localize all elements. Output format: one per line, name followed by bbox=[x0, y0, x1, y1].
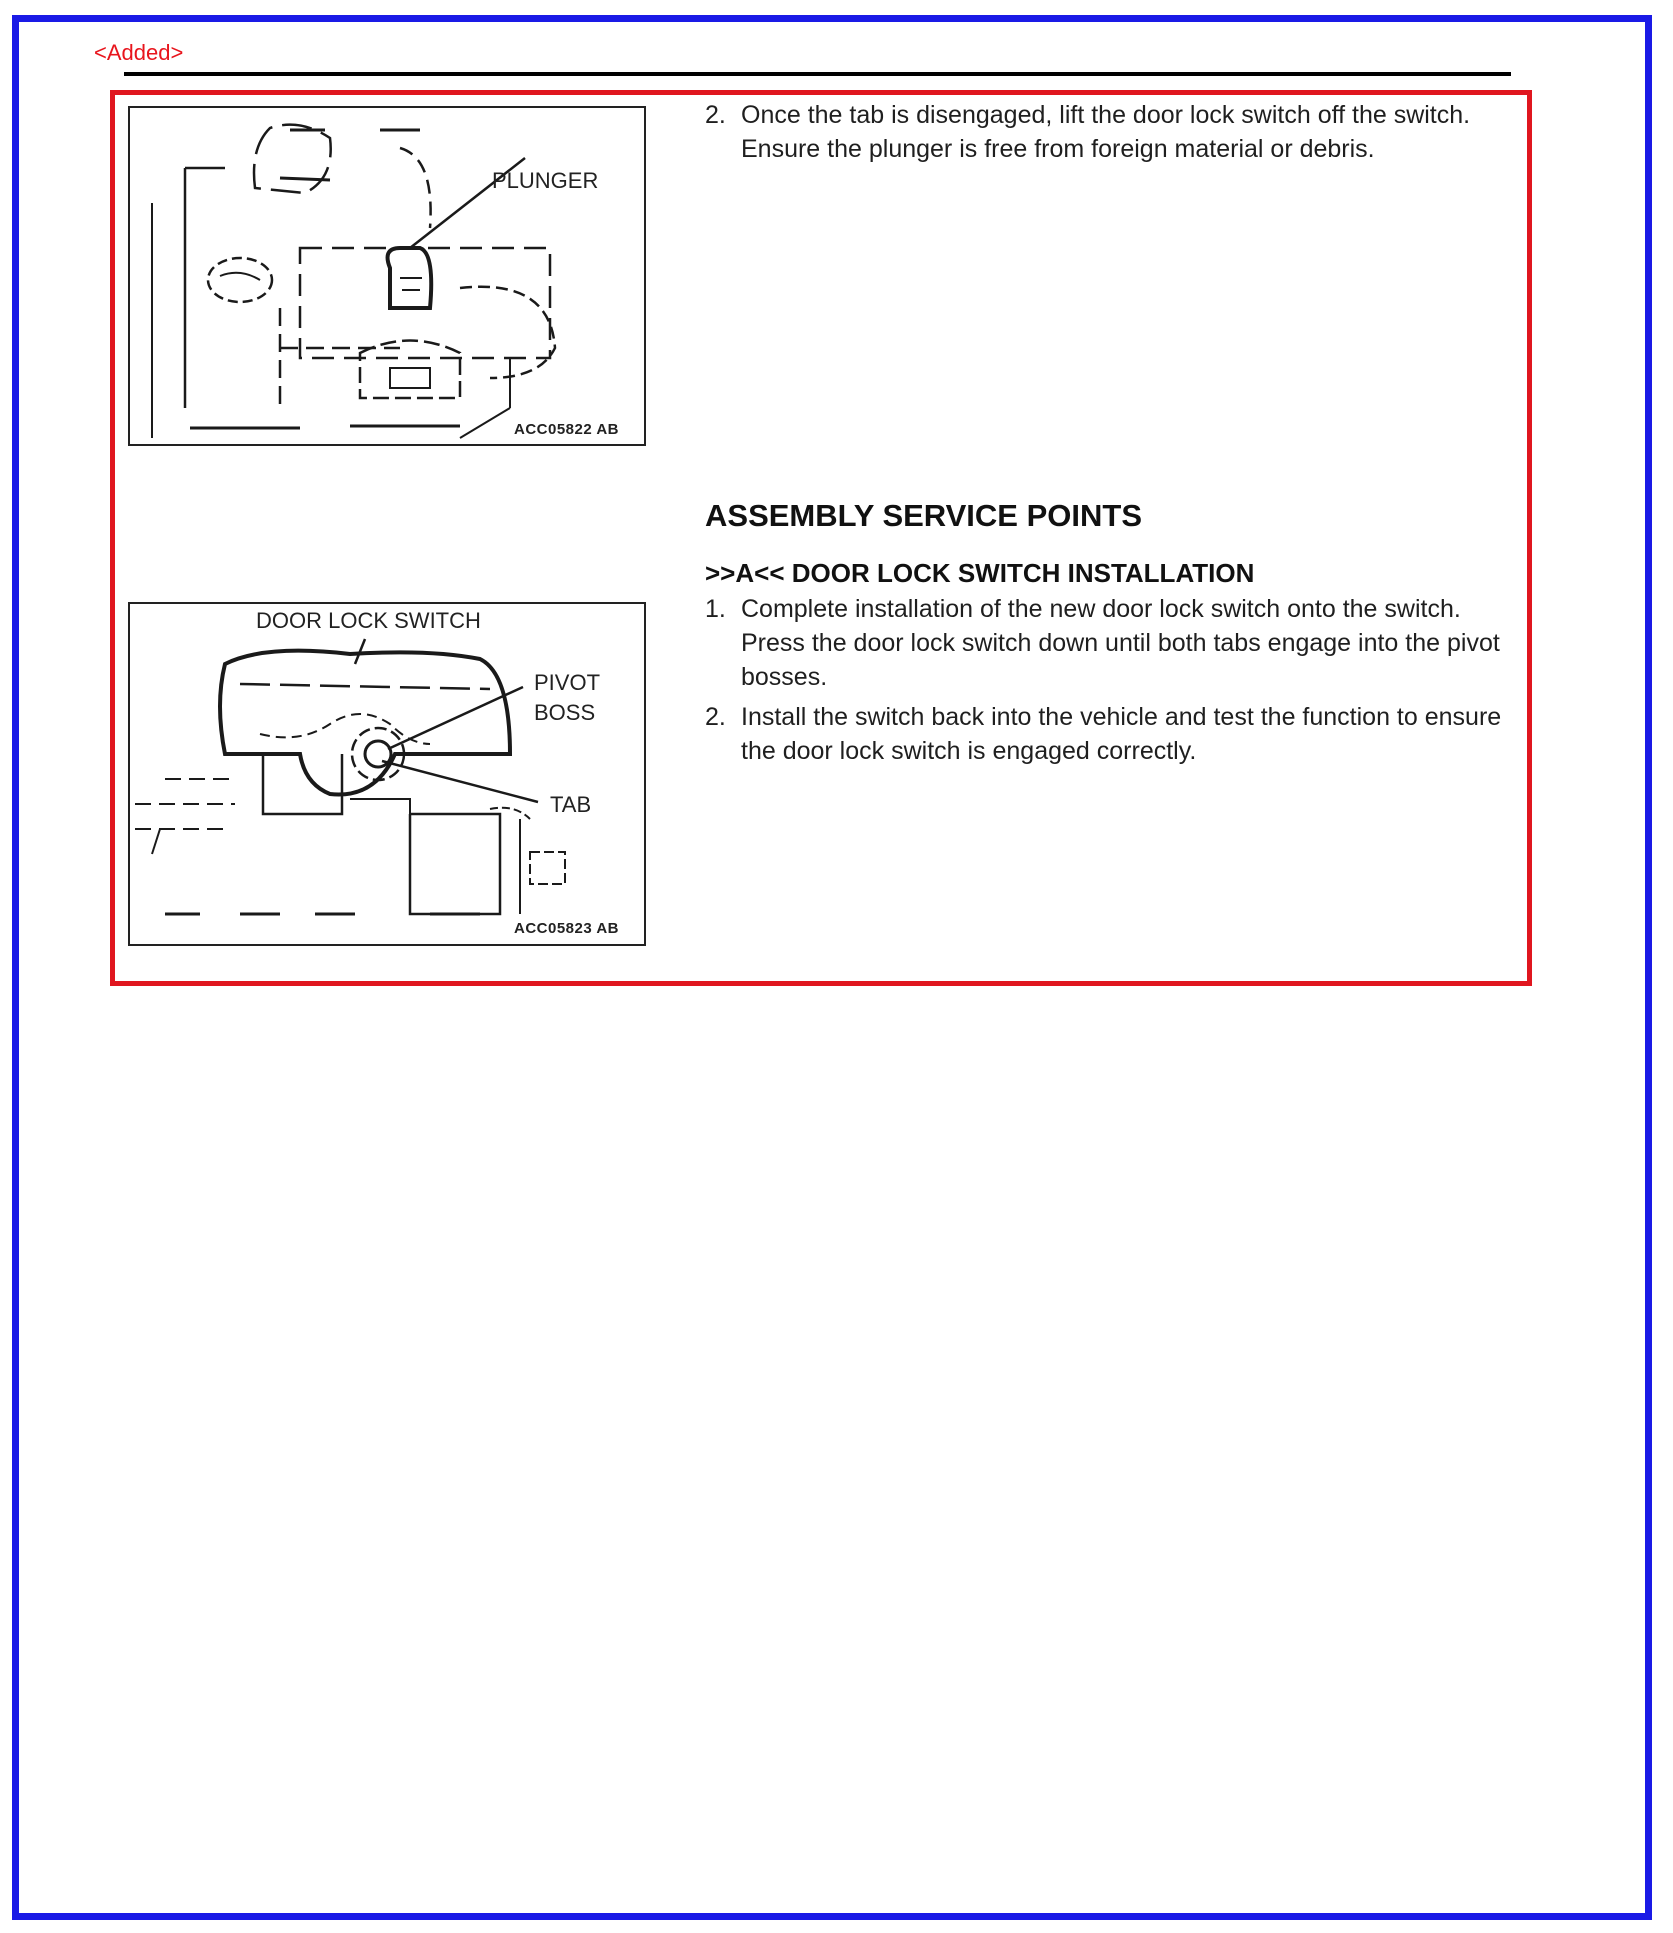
door-lock-switch-drawing bbox=[130, 604, 644, 944]
added-label: <Added> bbox=[94, 40, 184, 65]
tab-callout: TAB bbox=[550, 792, 592, 817]
figure-id: ACC05822 AB bbox=[514, 421, 619, 438]
header-rule bbox=[124, 72, 1511, 76]
plunger-drawing bbox=[130, 108, 644, 444]
section-heading: ASSEMBLY SERVICE POINTS bbox=[705, 498, 1142, 533]
assembly-step bbox=[705, 700, 1505, 768]
step-number: 2. bbox=[705, 703, 726, 731]
step-text: Complete installation of the new door lock switch onto the switch. Press the door lock switch down until both tabs engage into the pivot bosses. bbox=[741, 595, 1500, 691]
pivot-callout: PIVOT bbox=[534, 670, 601, 695]
step-text: Once the tab is disengaged, lift the door lock switch off the switch. Ensure the plunger is free from foreign material or debris. bbox=[741, 101, 1471, 163]
removal-step-block bbox=[705, 98, 1505, 172]
figure-id: ACC05823 AB bbox=[514, 920, 619, 937]
door-lock-switch-callout: DOOR LOCK SWITCH bbox=[256, 608, 481, 633]
step-number: 2. bbox=[705, 101, 726, 129]
boss-callout: BOSS bbox=[534, 700, 596, 725]
step-number: 1. bbox=[705, 595, 726, 623]
door-lock-switch-illustration bbox=[128, 602, 646, 946]
step-text: Install the switch back into the vehicle and test the function to ensure the door lock switch is engaged correctly. bbox=[741, 703, 1502, 765]
plunger-illustration bbox=[128, 106, 646, 446]
assembly-steps bbox=[705, 592, 1505, 774]
assembly-step bbox=[705, 592, 1505, 694]
section-subheading: >>A<< DOOR LOCK SWITCH INSTALLATION bbox=[705, 558, 1255, 588]
removal-step bbox=[705, 98, 1505, 166]
plunger-callout: PLUNGER bbox=[492, 168, 599, 193]
